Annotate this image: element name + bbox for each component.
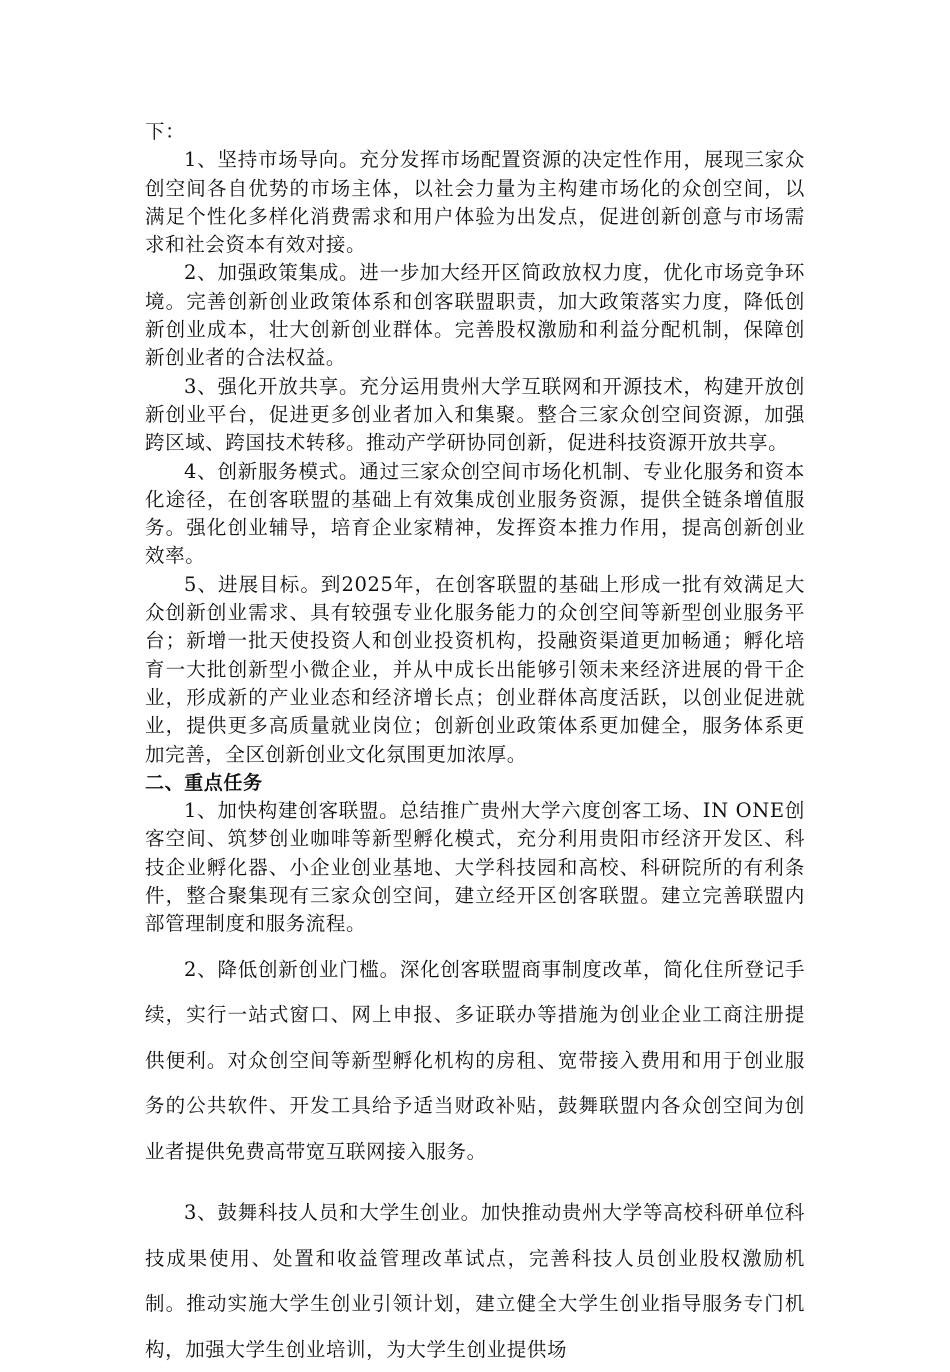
principle-paragraph-4: 4、创新服务模式。通过三家众创空间市场化机制、专业化服务和资本化途径，在创客联盟的基础上有效集成创业服务资源，提供全链条增值服务。强化创业辅导，培育企业家精神，发挥资本推力作用，提高创新创业效率。: [145, 459, 805, 568]
principle-paragraph-2: 2、加强政策集成。进一步加大经开区简政放权力度，优化市场竞争环境。完善创新创业政策体系和创客联盟职责，加大政策落实力度，降低创新创业成本，壮大创新创业群体。完善股权激励和利益分配机制，保障创新创业者的合法权益。: [145, 261, 805, 370]
principle-paragraph-1: 1、坚持市场导向。充分发挥市场配置资源的决定性作用，展现三家众创空间各自优势的市场主体，以社会力量为主构建市场化的众创空间，以满足个性化多样化消费需求和用户体验为出发点，促进创新创意与市场需求和社会资本有效对接。: [145, 148, 805, 257]
document-body: [145, 118, 805, 1372]
task-paragraph-1: 1、加快构建创客联盟。总结推广贵州大学六度创客工场、IN ONE创客空间、筑梦创业咖啡等新型孵化模式，充分利用贵阳市经济开发区、科技企业孵化器、小企业创业基地、大学科技园和高校、科研院所的有利条件，整合聚集现有三家众创空间，建立经开区创客联盟。建立完善联盟内部管理制度和服务流程。: [145, 799, 805, 936]
task-paragraph-3: 3、鼓舞科技人员和大学生创业。加快推动贵州大学等高校科研单位科技成果使用、处置和收益管理改革试点，完善科技人员创业股权激励机制。推动实施大学生创业引领计划，建立健全大学生创业指导服务专门机构，加强大学生创业培训，为大学生创业提供场: [145, 1201, 805, 1361]
task-paragraph-2: 2、降低创新创业门槛。深化创客联盟商事制度改革，简化住所登记手续，实行一站式窗口、网上申报、多证联办等措施为创业企业工商注册提供便利。对众创空间等新型孵化机构的房租、宽带接入费用和用于创业服务的公共软件、开发工具给予适当财政补贴，鼓舞联盟内各众创空间为创业者提供免费高带宽互联网接入服务。: [145, 957, 805, 1163]
principle-paragraph-5: 5、进展目标。到2025年，在创客联盟的基础上形成一批有效满足大众创新创业需求、具有较强专业化服务能力的众创空间等新型创业服务平台；新增一批天使投资人和创业投资机构，投融资渠道更加畅通；孵化培育一大批创新型小微企业，并从中成长出能够引领未来经济进展的骨干企业，形成新的产业业态和经济增长点；创业群体高度活跃，以创业促进就业，提供更多高质量就业岗位；创新创业政策体系更加健全，服务体系更加完善，全区创新创业文化氛围更加浓厚。: [145, 572, 805, 766]
lead-text: 下：: [145, 120, 186, 143]
principle-paragraph-3: 3、强化开放共享。充分运用贵州大学互联网和开源技术，构建开放创新创业平台，促进更多创业者加入和集聚。整合三家众创空间资源，加强跨区域、跨国技术转移。推动产学研协同创新，促进科技资源开放共享。: [145, 374, 805, 455]
section-heading: 二、重点任务: [145, 771, 263, 794]
